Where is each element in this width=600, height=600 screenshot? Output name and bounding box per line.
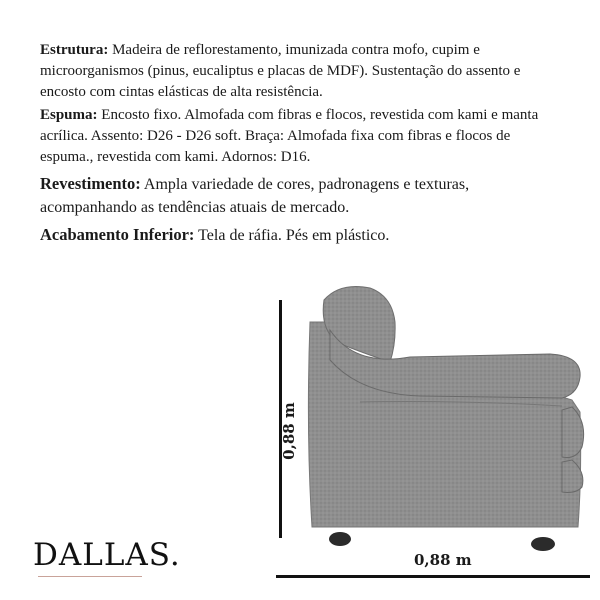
brand-logo: DALLAS. <box>33 537 181 573</box>
width-dimension-line <box>276 575 590 578</box>
spec-estrutura <box>40 40 560 103</box>
spec-espuma-text: Encosto fixo. Almofada com fibras e flocos, revestida com kami e manta acrílica. Assento: D26 - D26 soft. Braça: Almofada fixa com fibras e flocos de espuma., revestida com kami. Adornos: D16. <box>40 107 539 165</box>
height-dimension-label: 0,88 m <box>280 402 298 460</box>
spec-revestimento-label: Revestimento: <box>40 174 141 193</box>
spec-revestimento <box>40 172 560 219</box>
sofa-foot-right <box>531 537 555 551</box>
spec-revestimento-text: Ampla variedade de cores, padronagens e texturas, acompanhando as tendências atuais de mercado. <box>40 176 470 216</box>
width-dimension-label: 0,88 m <box>414 551 472 569</box>
sofa-foot-left <box>329 532 351 546</box>
spec-espuma-label: Espuma: <box>40 107 98 123</box>
brand-underline <box>38 576 142 577</box>
spec-estrutura-label: Estrutura: <box>40 42 109 58</box>
armchair-side-view-image <box>300 282 586 554</box>
spec-acabamento-text: Tela de ráfia. Pés em plástico. <box>194 227 390 244</box>
specifications <box>40 40 560 251</box>
spec-espuma <box>40 105 560 168</box>
spec-acabamento-label: Acabamento Inferior: <box>40 225 195 244</box>
spec-acabamento <box>40 223 560 247</box>
spec-estrutura-text: Madeira de reflorestamento, imunizada contra mofo, cupim e microorganismos (pinus, eucaliptus e placas de MDF). Sustentação do assento e encosto com cintas elásticas de alta resistência. <box>40 42 521 100</box>
